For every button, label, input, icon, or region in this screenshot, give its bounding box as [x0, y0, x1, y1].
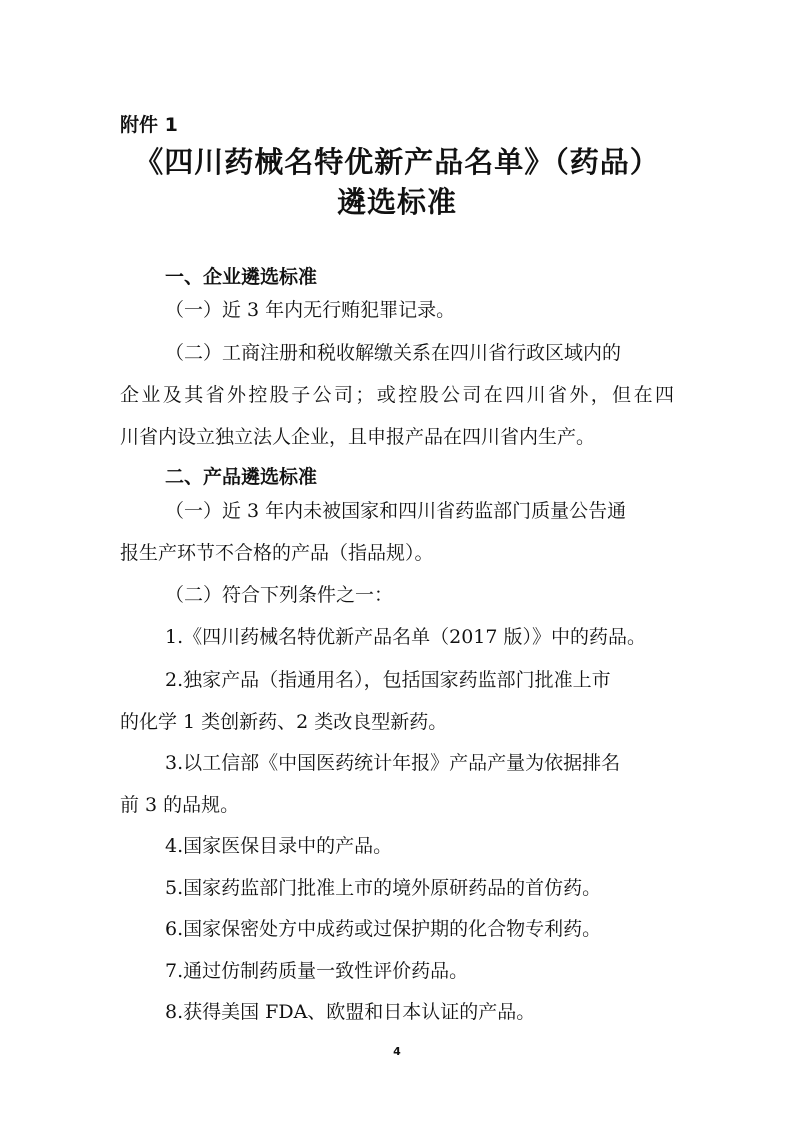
section-heading-product: 二、产品遴选标准 — [165, 466, 318, 488]
condition-6: 6.国家保密处方中成药或过保护期的化合物专利药。 — [165, 918, 602, 940]
attachment-label: 附件 1 — [120, 114, 178, 136]
page-number: 4 — [393, 1045, 401, 1058]
condition-3-line1: 3.以工信部《中国医药统计年报》产品产量为依据排名 — [165, 752, 621, 774]
condition-2-line2: 的化学 1 类创新药、2 类改良型新药。 — [120, 711, 448, 733]
product-criterion-1-line1: （一）近 3 年内未被国家和四川省药监部门质量公告通 — [165, 500, 627, 522]
section-heading-enterprise: 一、企业遴选标准 — [165, 266, 318, 288]
condition-8: 8.获得美国 FDA、欧盟和日本认证的产品。 — [165, 1001, 536, 1023]
product-criterion-1-line2: 报生产环节不合格的产品（指品规）。 — [120, 542, 434, 564]
condition-3-line2: 前 3 的品规。 — [120, 794, 240, 816]
enterprise-criterion-2-line1: （二）工商注册和税收解缴关系在四川省行政区域内的 — [165, 342, 622, 364]
condition-7: 7.通过仿制药质量一致性评价药品。 — [165, 960, 469, 982]
enterprise-criterion-1: （一）近 3 年内无行贿犯罪记录。 — [165, 299, 456, 321]
document-title-line2: 遴选标准 — [336, 185, 457, 219]
enterprise-criterion-2-line3: 川省内设立独立法人企业，且申报产品在四川省内生产。 — [120, 426, 596, 448]
document-title-line1: 《四川药械名特优新产品名单》（药品） — [134, 145, 660, 179]
condition-4: 4.国家医保目录中的产品。 — [165, 835, 393, 857]
product-criterion-2-intro: （二）符合下列条件之一： — [165, 584, 394, 606]
enterprise-criterion-2-line2: 企业及其省外控股子公司；或控股公司在四川省外，但在四 — [120, 384, 674, 406]
condition-5: 5.国家药监部门批准上市的境外原研药品的首仿药。 — [165, 877, 602, 899]
condition-2-line1: 2.独家产品（指通用名），包括国家药监部门批准上市 — [165, 669, 611, 691]
condition-1: 1.《四川药械名特优新产品名单（2017 版）》中的药品。 — [165, 626, 647, 648]
